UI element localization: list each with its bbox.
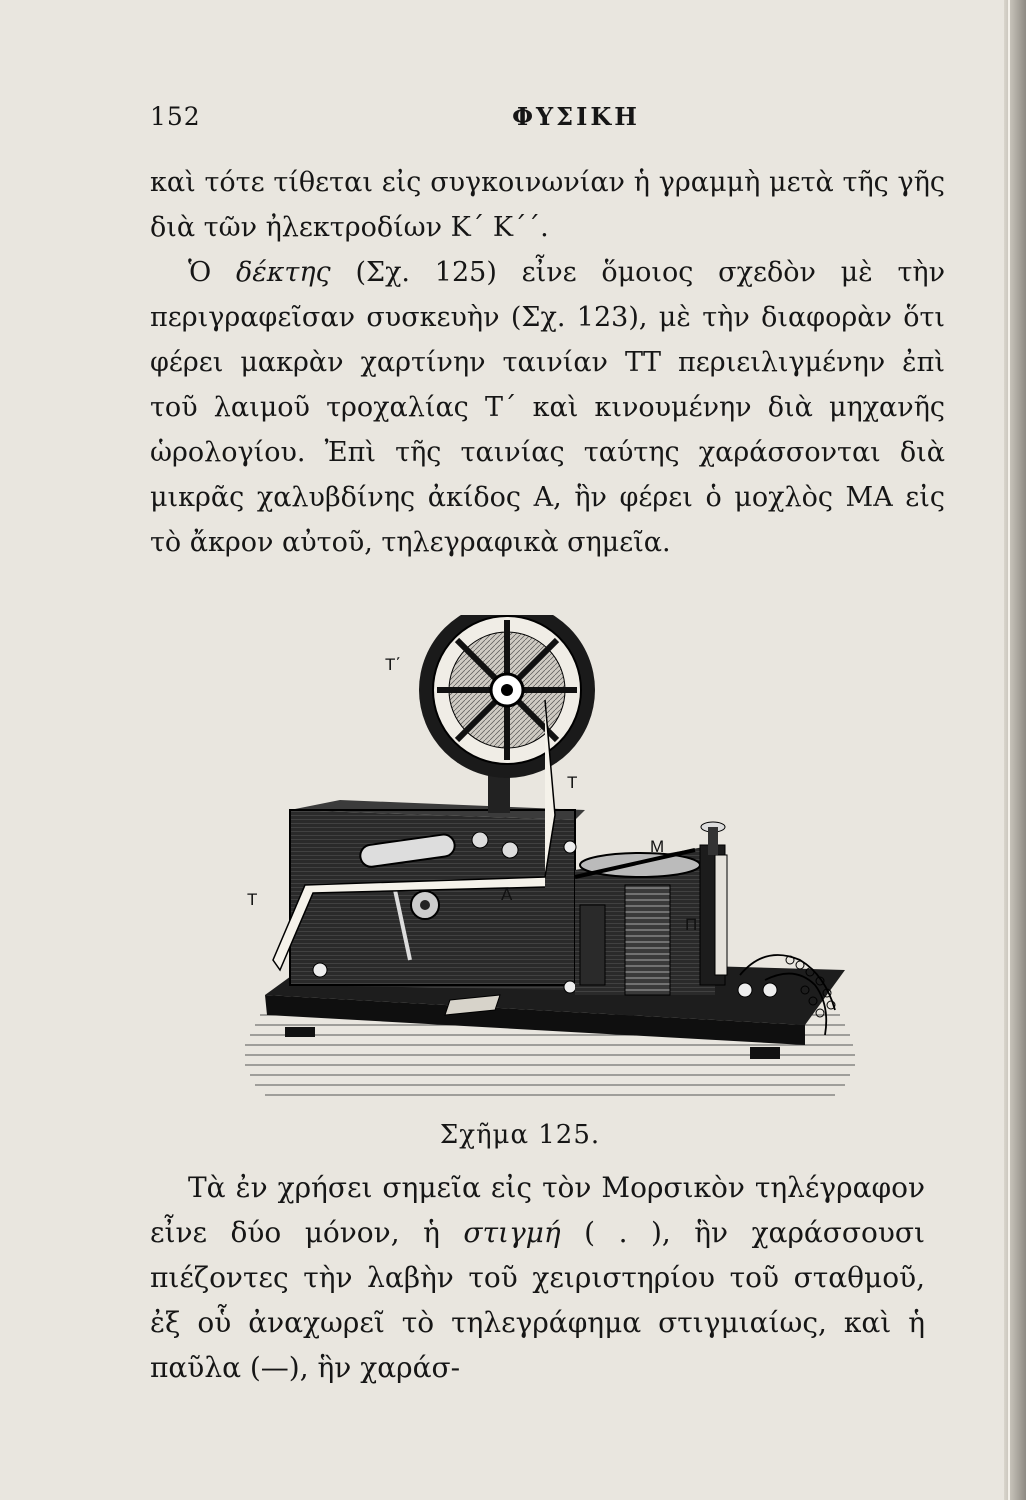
figure-morse-receiver <box>245 615 855 1110</box>
italic-term: στιγμή <box>463 1216 561 1249</box>
label-t-prime: Τ΄ <box>385 655 402 674</box>
paragraph-text: Ὁ <box>188 257 236 288</box>
paragraph-continuation: καὶ τότε τίθεται εἰς συγκοινωνίαν ἡ γραμμὴ μετὰ τῆς γῆς διὰ τῶν ἠλεκτροδίων Κ΄ Κ΄΄. <box>150 167 945 243</box>
paragraph-text: Τὰ ἐν χρήσει σημεῖα εἰς τὸν Μορσικὸν τηλέγραφον εἶνε δύο μόνον, ἡ <box>150 1171 925 1249</box>
page-number: 152 <box>150 102 201 131</box>
morse-receiver-illustration <box>245 615 855 1110</box>
figure-caption: Σχῆμα 125. <box>439 1120 601 1150</box>
label-t-top: Τ <box>567 773 578 792</box>
label-a: Α <box>501 885 513 904</box>
paragraph-morse-signs <box>150 1165 925 1390</box>
label-m: Μ <box>650 837 665 856</box>
body-text-bottom <box>150 1165 925 1390</box>
paragraph-receiver <box>150 250 945 565</box>
italic-term: δέκτης <box>235 257 331 288</box>
label-p: Π <box>685 915 698 934</box>
page-header <box>150 98 940 138</box>
running-head: ΦΥΣΙΚΗ <box>512 102 640 131</box>
label-t-left: Τ <box>247 890 258 909</box>
body-text-top <box>150 160 945 565</box>
paragraph-text: ( . ), ἣν χαράσσουσι πιέζοντες τὴν λαβὴν τοῦ χειριστηρίου τοῦ σταθμοῦ, ἐξ οὗ ἀναχωρεῖ τὸ τηλεγράφημα στιγμιαίως, καὶ ἡ παῦλα (—), ἣν χαράσ- <box>150 1216 926 1384</box>
paragraph-text: (Σχ. 125) εἶνε ὅμοιος σχεδὸν μὲ τὴν περιγραφεῖσαν συσκευὴν (Σχ. 123), μὲ τὴν διαφορὰν ὅτι φέρει μακρὰν χαρτίνην ταινίαν ΤΤ περιειλιγμένην ἐπὶ τοῦ λαιμοῦ τροχαλίας Τ΄ καὶ κινουμένην διὰ μηχανῆς ὡρολογίου. Ἐπὶ τῆς ταινίας ταύτης χαράσσονται διὰ μικρᾶς χαλυβδίνης ἀκίδος Α, ἣν φέρει ὁ μοχλὸς ΜΑ εἰς τὸ ἄκρον αὐτοῦ, τηλεγραφικὰ σημεῖα. <box>150 257 945 558</box>
page-edge <box>1004 0 1026 1500</box>
